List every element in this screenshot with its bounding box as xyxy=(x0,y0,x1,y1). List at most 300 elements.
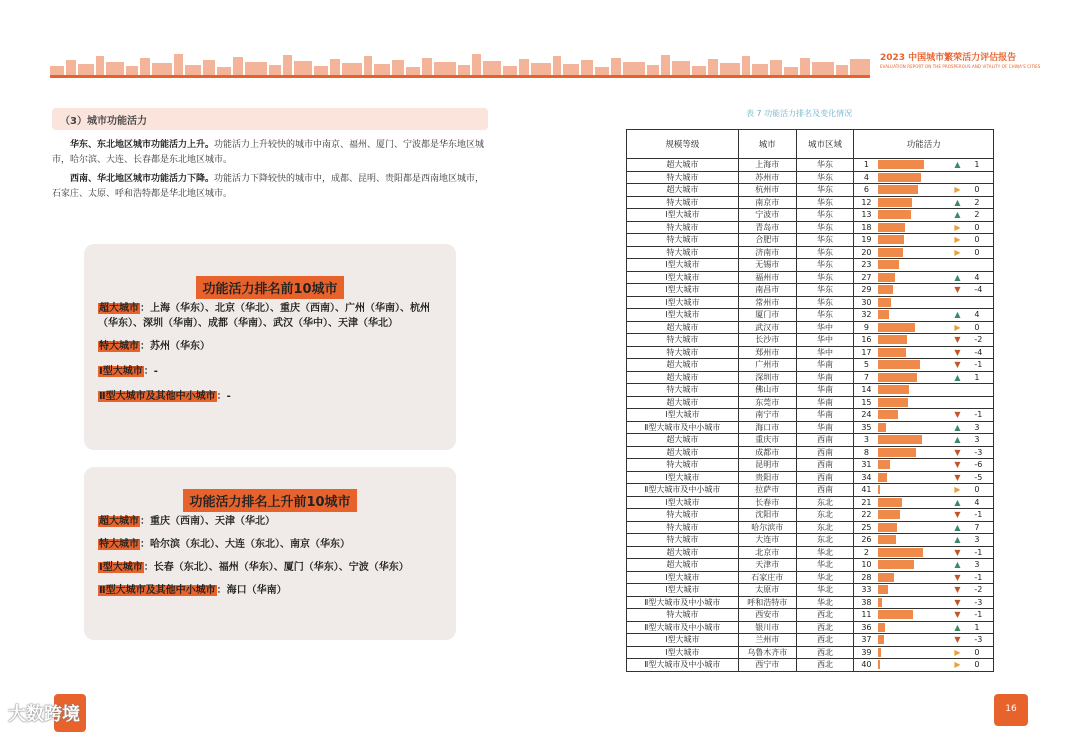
cell-region: 东北 xyxy=(796,534,854,547)
arrow-up-icon: ▲ xyxy=(954,535,961,544)
table-row xyxy=(627,284,994,297)
cell-vitality xyxy=(854,209,994,222)
rank-value: 33 xyxy=(861,585,872,595)
arrow-down-icon: ▼ xyxy=(954,447,961,457)
rising10-row-megacity xyxy=(98,514,456,529)
paragraph-southwest-body: 功能活力下降较快的城市中，成都、昆明、贵阳都是西南地区城市，石家庄、太原、呼和浩特都是华北地区城市。 xyxy=(52,174,485,199)
table-row xyxy=(627,184,994,197)
cell-scale: Ⅰ型大城市 xyxy=(627,284,739,297)
cell-scale: Ⅱ型大城市及中小城市 xyxy=(627,421,739,434)
rank-value: 26 xyxy=(861,535,872,545)
change-value: 2 xyxy=(974,210,980,219)
table-row xyxy=(627,646,994,659)
cell-vitality xyxy=(854,621,994,634)
cell-scale: Ⅰ型大城市 xyxy=(627,646,739,659)
rank-bar xyxy=(878,585,888,594)
change-value: 0 xyxy=(974,222,980,232)
top10-row-type1 xyxy=(98,364,456,379)
arrow-down-icon: ▼ xyxy=(954,410,961,419)
category-tag: Ⅱ型大城市及其他中小城市 xyxy=(99,391,216,402)
cell-vitality xyxy=(854,396,994,409)
change-value: 0 xyxy=(974,235,980,244)
cell-region: 华东 xyxy=(796,159,854,172)
cell-city: 青岛市 xyxy=(738,221,796,234)
top10-row-megacity xyxy=(98,301,456,331)
cell-vitality xyxy=(854,521,994,534)
change-value: 7 xyxy=(974,522,980,532)
cell-scale: Ⅰ型大城市 xyxy=(627,571,739,584)
cell-scale: 超大城市 xyxy=(627,434,739,447)
table-row xyxy=(627,421,994,434)
cell-vitality xyxy=(854,371,994,384)
change-value: -5 xyxy=(974,472,983,482)
cell-region: 华东 xyxy=(796,284,854,297)
cell-region: 华东 xyxy=(796,184,854,197)
cell-city: 西宁市 xyxy=(738,659,796,672)
change-value: 1 xyxy=(974,372,980,382)
paragraph-southwest xyxy=(52,172,488,202)
change-value: -3 xyxy=(974,635,983,644)
change-indicator xyxy=(954,422,1000,433)
table-row xyxy=(627,446,994,459)
cell-city: 西安市 xyxy=(738,609,796,622)
arrow-up-icon: ▲ xyxy=(954,422,961,432)
column-header-vitality: 功能活力 xyxy=(854,130,994,159)
cell-region: 华东 xyxy=(796,246,854,259)
rank-value: 22 xyxy=(861,510,872,520)
paragraph-east-lead: 华东、东北地区城市功能活力上升。 xyxy=(70,140,215,150)
cell-scale: 超大城市 xyxy=(627,159,739,172)
section-heading-bar xyxy=(52,108,488,130)
change-indicator xyxy=(954,447,1000,458)
top10-row-type2 xyxy=(98,389,456,404)
cell-vitality xyxy=(854,234,994,247)
rank-bar xyxy=(878,548,923,557)
change-indicator xyxy=(954,659,1000,670)
change-indicator xyxy=(954,609,1000,620)
cell-vitality xyxy=(854,296,994,309)
cell-city: 郑州市 xyxy=(738,346,796,359)
rank-value: 16 xyxy=(861,335,872,345)
rank-value: 37 xyxy=(861,635,872,645)
cell-city: 厦门市 xyxy=(738,309,796,322)
cell-city: 昆明市 xyxy=(738,459,796,472)
table-row xyxy=(627,584,994,597)
cell-city: 拉萨市 xyxy=(738,484,796,497)
table-row xyxy=(627,171,994,184)
cell-city: 天津市 xyxy=(738,559,796,572)
cell-vitality xyxy=(854,559,994,572)
cell-vitality xyxy=(854,309,994,322)
cell-scale: Ⅰ型大城市 xyxy=(627,496,739,509)
rank-value: 19 xyxy=(861,235,872,245)
rank-bar xyxy=(878,648,881,657)
cell-city: 乌鲁木齐市 xyxy=(738,646,796,659)
rank-value: 28 xyxy=(861,572,872,582)
table-row xyxy=(627,209,994,222)
cell-scale: 特大城市 xyxy=(627,196,739,209)
cell-city: 苏州市 xyxy=(738,171,796,184)
arrow-down-icon: ▼ xyxy=(954,610,961,619)
rank-bar xyxy=(878,573,894,582)
cell-region: 华中 xyxy=(796,346,854,359)
rank-value: 5 xyxy=(863,360,869,370)
cell-scale: Ⅰ型大城市 xyxy=(627,309,739,322)
rank-value: 21 xyxy=(861,497,872,507)
rank-bar xyxy=(878,298,891,307)
arrow-down-icon: ▼ xyxy=(954,547,961,557)
table-row xyxy=(627,296,994,309)
change-indicator xyxy=(954,572,1000,583)
change-value: -1 xyxy=(974,547,983,557)
cell-city: 呼和浩特市 xyxy=(738,596,796,609)
cell-city: 武汉市 xyxy=(738,321,796,334)
table-row xyxy=(627,246,994,259)
change-indicator xyxy=(954,359,1000,370)
cell-vitality xyxy=(854,171,994,184)
rank-value: 17 xyxy=(861,347,872,357)
table-row xyxy=(627,196,994,209)
change-value: 0 xyxy=(974,647,980,657)
rank-value: 38 xyxy=(861,597,872,607)
cell-city: 东莞市 xyxy=(738,396,796,409)
cell-region: 华南 xyxy=(796,359,854,372)
paragraph-east xyxy=(52,138,488,168)
cell-region: 华东 xyxy=(796,171,854,184)
cell-city: 大连市 xyxy=(738,534,796,547)
cell-scale: Ⅰ型大城市 xyxy=(627,209,739,222)
rank-bar xyxy=(878,235,904,244)
change-value: -1 xyxy=(974,610,983,619)
cell-vitality xyxy=(854,409,994,422)
change-value: -1 xyxy=(974,410,983,419)
change-indicator xyxy=(954,197,1000,208)
cell-scale: Ⅰ型大城市 xyxy=(627,409,739,422)
table-row xyxy=(627,596,994,609)
change-indicator xyxy=(954,222,1000,233)
change-value: 4 xyxy=(974,310,980,319)
arrow-up-icon: ▲ xyxy=(954,310,961,319)
change-value: -1 xyxy=(974,360,983,369)
rank-bar xyxy=(878,635,884,644)
cell-city: 北京市 xyxy=(738,546,796,559)
arrow-down-icon: ▼ xyxy=(954,510,961,519)
rank-value: 24 xyxy=(861,410,872,420)
table-row xyxy=(627,609,994,622)
cell-city: 长春市 xyxy=(738,496,796,509)
table-row xyxy=(627,571,994,584)
change-indicator xyxy=(954,284,1000,295)
rank-value: 41 xyxy=(861,485,872,495)
rank-bar xyxy=(878,610,913,619)
rank-bar xyxy=(878,285,893,294)
table-row xyxy=(627,509,994,522)
cell-scale: 特大城市 xyxy=(627,534,739,547)
rank-bar xyxy=(878,485,880,494)
change-indicator xyxy=(954,409,1000,420)
change-value: 0 xyxy=(974,322,980,332)
cell-city: 成都市 xyxy=(738,446,796,459)
cell-region: 华东 xyxy=(796,271,854,284)
cell-vitality xyxy=(854,646,994,659)
rank-value: 6 xyxy=(863,185,869,195)
table-row xyxy=(627,259,994,272)
top10-card xyxy=(84,244,456,450)
table-row xyxy=(627,621,994,634)
rank-bar xyxy=(878,435,922,444)
rank-value: 32 xyxy=(861,310,872,320)
cell-region: 西北 xyxy=(796,634,854,647)
category-tag: 特大城市 xyxy=(99,341,139,352)
rank-bar xyxy=(878,448,916,457)
change-indicator xyxy=(954,622,1000,633)
report-subtitle: EVALUATION REPORT ON THE PROSPEROUS AND VITALITY OF CHINA'S CITIES xyxy=(880,64,1041,69)
cell-vitality xyxy=(854,659,994,672)
table-row xyxy=(627,484,994,497)
arrow-right-icon: ▶ xyxy=(954,235,961,244)
cell-region: 华东 xyxy=(796,309,854,322)
cell-scale: Ⅰ型大城市 xyxy=(627,471,739,484)
rank-bar xyxy=(878,398,908,407)
cell-vitality xyxy=(854,384,994,397)
category-tag: 特大城市 xyxy=(99,539,139,550)
cell-region: 华南 xyxy=(796,409,854,422)
rank-bar xyxy=(878,623,885,632)
cell-city: 贵阳市 xyxy=(738,471,796,484)
table-row xyxy=(627,634,994,647)
cell-region: 西南 xyxy=(796,471,854,484)
cell-scale: 超大城市 xyxy=(627,359,739,372)
rank-value: 12 xyxy=(861,197,872,207)
cell-vitality xyxy=(854,246,994,259)
rank-value: 23 xyxy=(861,260,872,270)
table-row xyxy=(627,521,994,534)
arrow-down-icon: ▼ xyxy=(954,335,961,344)
cell-region: 东北 xyxy=(796,521,854,534)
rank-bar xyxy=(878,273,895,282)
cell-city: 无锡市 xyxy=(738,259,796,272)
cell-vitality xyxy=(854,221,994,234)
cell-region: 华北 xyxy=(796,584,854,597)
cell-city: 深圳市 xyxy=(738,371,796,384)
cell-region: 华东 xyxy=(796,221,854,234)
cell-city: 石家庄市 xyxy=(738,571,796,584)
cell-region: 华东 xyxy=(796,196,854,209)
rank-value: 8 xyxy=(863,447,869,457)
rank-bar xyxy=(878,223,905,232)
change-indicator xyxy=(954,522,1000,533)
cell-vitality xyxy=(854,509,994,522)
cell-city: 长沙市 xyxy=(738,334,796,347)
cell-vitality xyxy=(854,284,994,297)
cell-vitality xyxy=(854,496,994,509)
rank-bar xyxy=(878,360,920,369)
rank-value: 14 xyxy=(861,385,872,395)
change-value: -4 xyxy=(974,347,983,357)
cell-region: 西北 xyxy=(796,609,854,622)
change-indicator xyxy=(954,159,1000,170)
cell-region: 华南 xyxy=(796,396,854,409)
arrow-up-icon: ▲ xyxy=(954,272,961,282)
rank-bar xyxy=(878,523,897,532)
category-cities: ：苏州（华东） xyxy=(140,341,210,352)
arrow-right-icon: ▶ xyxy=(954,647,961,657)
table-row xyxy=(627,659,994,672)
report-brand xyxy=(880,52,1041,70)
change-indicator xyxy=(954,272,1000,283)
rank-value: 39 xyxy=(861,647,872,657)
change-value: -1 xyxy=(974,572,983,582)
table-row xyxy=(627,559,994,572)
change-value: -3 xyxy=(974,447,983,457)
rank-bar xyxy=(878,373,917,382)
cell-city: 银川市 xyxy=(738,621,796,634)
change-value: 3 xyxy=(974,435,980,444)
cell-region: 华北 xyxy=(796,596,854,609)
arrow-down-icon: ▼ xyxy=(954,360,961,369)
rank-bar xyxy=(878,385,909,394)
cell-region: 华南 xyxy=(796,421,854,434)
category-tag: Ⅰ型大城市 xyxy=(99,562,143,573)
cell-scale: 特大城市 xyxy=(627,459,739,472)
rank-bar xyxy=(878,598,882,607)
change-indicator xyxy=(954,434,1000,445)
cell-vitality xyxy=(854,184,994,197)
cell-scale: Ⅱ型大城市及中小城市 xyxy=(627,621,739,634)
change-indicator xyxy=(954,497,1000,508)
category-cities: ：长春（东北）、福州（华东）、厦门（华东）、宁波（华东） xyxy=(143,562,409,573)
rank-value: 20 xyxy=(861,247,872,257)
change-value: -4 xyxy=(974,285,983,294)
rank-bar xyxy=(878,348,906,357)
cell-scale: 超大城市 xyxy=(627,559,739,572)
cell-vitality xyxy=(854,596,994,609)
rank-bar xyxy=(878,260,899,269)
cell-scale: Ⅱ型大城市及中小城市 xyxy=(627,484,739,497)
rank-value: 7 xyxy=(863,372,869,382)
cell-city: 广州市 xyxy=(738,359,796,372)
arrow-up-icon: ▲ xyxy=(954,210,961,219)
arrow-down-icon: ▼ xyxy=(954,347,961,357)
rank-value: 4 xyxy=(863,172,869,182)
rank-bar xyxy=(878,310,889,319)
cell-vitality xyxy=(854,271,994,284)
change-value: -6 xyxy=(974,460,983,469)
change-indicator xyxy=(954,472,1000,483)
cell-scale: 特大城市 xyxy=(627,171,739,184)
top10-card-title: 功能活力排名前10城市 xyxy=(196,276,343,299)
change-indicator xyxy=(954,459,1000,470)
cell-scale: 超大城市 xyxy=(627,446,739,459)
arrow-right-icon: ▶ xyxy=(954,247,961,257)
arrow-up-icon: ▲ xyxy=(954,435,961,444)
cell-region: 华中 xyxy=(796,334,854,347)
cell-region: 华北 xyxy=(796,559,854,572)
cell-city: 南京市 xyxy=(738,196,796,209)
rank-bar xyxy=(878,410,898,419)
cell-vitality xyxy=(854,434,994,447)
table-row xyxy=(627,359,994,372)
cell-city: 福州市 xyxy=(738,271,796,284)
watermark: 大数跨境 xyxy=(8,704,80,725)
category-cities: ：重庆（西南）、天津（华北） xyxy=(140,516,275,527)
arrow-down-icon: ▼ xyxy=(954,635,961,644)
rank-value: 1 xyxy=(863,160,869,170)
arrow-right-icon: ▶ xyxy=(954,222,961,232)
cell-vitality xyxy=(854,259,994,272)
cell-scale: 超大城市 xyxy=(627,546,739,559)
rank-value: 13 xyxy=(861,210,872,220)
rank-bar xyxy=(878,660,880,669)
table-row xyxy=(627,271,994,284)
cell-city: 太原市 xyxy=(738,584,796,597)
cell-vitality xyxy=(854,471,994,484)
table-row xyxy=(627,159,994,172)
table-row xyxy=(627,496,994,509)
change-indicator xyxy=(954,209,1000,220)
rank-value: 3 xyxy=(863,435,869,445)
rank-value: 29 xyxy=(861,285,872,295)
cell-region: 西南 xyxy=(796,446,854,459)
table-row xyxy=(627,459,994,472)
rank-value: 30 xyxy=(861,297,872,307)
arrow-up-icon: ▲ xyxy=(954,522,961,532)
cell-city: 重庆市 xyxy=(738,434,796,447)
change-indicator xyxy=(954,184,1000,195)
table-row xyxy=(627,384,994,397)
section-title: （3）城市功能活力 xyxy=(60,116,147,127)
rank-bar xyxy=(878,185,918,194)
cell-scale: 特大城市 xyxy=(627,509,739,522)
cell-vitality xyxy=(854,484,994,497)
table-row xyxy=(627,409,994,422)
cell-scale: 超大城市 xyxy=(627,371,739,384)
rank-value: 34 xyxy=(861,472,872,482)
rank-value: 18 xyxy=(861,222,872,232)
change-value: 1 xyxy=(974,160,980,169)
rank-bar xyxy=(878,460,890,469)
category-tag: Ⅱ型大城市及其他中小城市 xyxy=(99,585,216,596)
change-indicator xyxy=(954,234,1000,245)
cell-region: 东北 xyxy=(796,496,854,509)
rank-value: 27 xyxy=(861,272,872,282)
arrow-up-icon: ▲ xyxy=(954,372,961,382)
cell-vitality xyxy=(854,534,994,547)
cell-city: 沈阳市 xyxy=(738,509,796,522)
cell-region: 西北 xyxy=(796,646,854,659)
change-value: -2 xyxy=(974,585,983,594)
change-value: -2 xyxy=(974,335,983,344)
cell-vitality xyxy=(854,321,994,334)
rising10-row-large xyxy=(98,537,456,552)
rank-bar xyxy=(878,423,886,432)
cell-vitality xyxy=(854,359,994,372)
rising10-card xyxy=(84,467,456,640)
cell-scale: 特大城市 xyxy=(627,346,739,359)
cell-vitality xyxy=(854,334,994,347)
cell-scale: 特大城市 xyxy=(627,334,739,347)
arrow-down-icon: ▼ xyxy=(954,472,961,482)
cell-city: 常州市 xyxy=(738,296,796,309)
change-value: -3 xyxy=(974,597,983,607)
cell-scale: Ⅰ型大城市 xyxy=(627,584,739,597)
cell-region: 华北 xyxy=(796,571,854,584)
rank-value: 9 xyxy=(863,322,869,332)
change-indicator xyxy=(954,347,1000,358)
change-value: 4 xyxy=(974,272,980,282)
change-indicator xyxy=(954,597,1000,608)
change-value: 3 xyxy=(974,422,980,432)
